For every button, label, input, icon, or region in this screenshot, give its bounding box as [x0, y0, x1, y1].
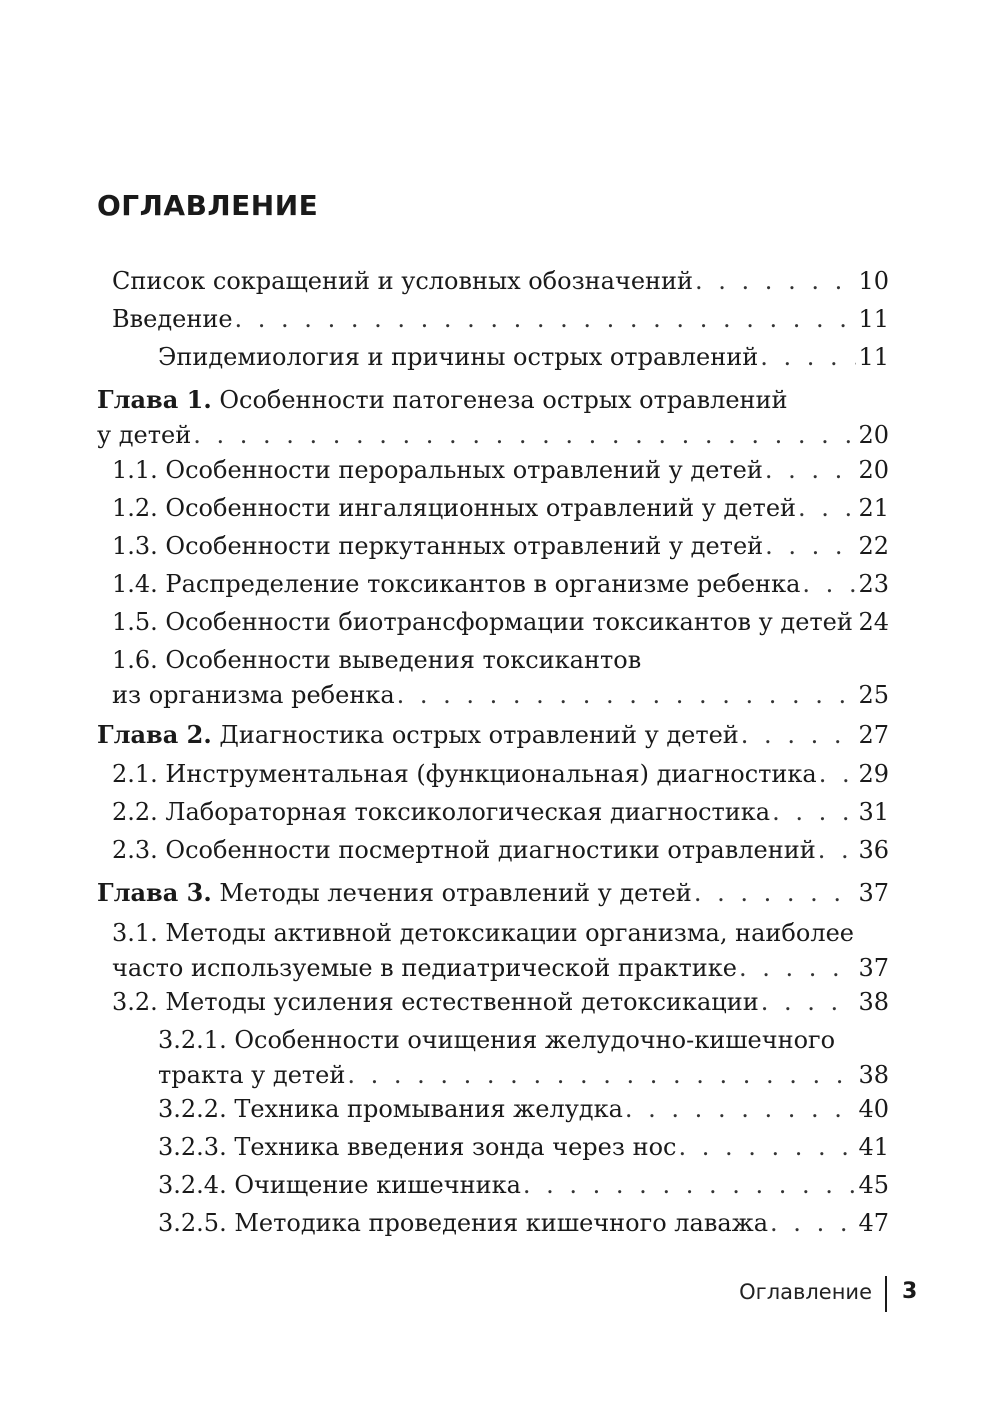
- toc-section-3-1[interactable]: [112, 917, 889, 987]
- dot-leader: [739, 949, 856, 987]
- page-number: 3: [902, 1279, 918, 1304]
- toc-entry-text: 1.5. Особенности биотрансформации токсикантов у детей: [112, 608, 853, 636]
- dot-leader: [798, 489, 856, 527]
- dot-leader: [741, 716, 857, 754]
- dot-leader: [765, 451, 857, 489]
- dot-leader: [695, 262, 856, 300]
- toc-page-number: 29: [858, 760, 889, 788]
- toc-page-number: 36: [858, 836, 889, 864]
- toc-entry-text: 3.2.2. Техника промывания желудка: [158, 1095, 623, 1123]
- toc-page-number: 47: [858, 1209, 889, 1237]
- dot-leader: [397, 676, 857, 714]
- dot-leader: [694, 874, 857, 912]
- toc-page-number: 40: [858, 1095, 889, 1123]
- dot-leader: [855, 603, 857, 641]
- toc-page-number: 38: [858, 988, 889, 1016]
- toc-entry-text: 1.4. Распределение токсикантов в организме ребенка: [112, 570, 801, 598]
- toc-entry-text: 1.1. Особенности пероральных отравлений у детей: [112, 456, 763, 484]
- toc-page-number: 24: [858, 608, 889, 636]
- toc-entry-text: Список сокращений и условных обозначений: [112, 267, 694, 295]
- toc-page-number: 38: [858, 1061, 889, 1089]
- chapter-label: Глава 2.: [97, 720, 212, 749]
- toc-entry-text-continued: у детей: [97, 421, 192, 449]
- toc-entry-epidemiology[interactable]: [158, 338, 889, 376]
- page-footer: [0, 1276, 1000, 1312]
- toc-entry-text-continued: тракта у детей: [158, 1061, 346, 1089]
- toc-section-1-3[interactable]: [112, 527, 889, 565]
- toc-entry-text: 3.2.4. Очищение кишечника: [158, 1171, 521, 1199]
- toc-subsection-3-2-1[interactable]: [158, 1024, 889, 1094]
- dot-leader: [818, 831, 857, 869]
- dot-leader: [347, 1056, 856, 1094]
- dot-leader: [802, 565, 856, 603]
- toc-chapter-3[interactable]: [97, 874, 889, 912]
- toc-page-number: 25: [858, 681, 889, 709]
- toc-page-number: 21: [858, 494, 889, 522]
- toc-page-number: 37: [858, 954, 889, 982]
- toc-section-1-4[interactable]: [112, 565, 889, 603]
- toc-chapter-1[interactable]: [97, 384, 889, 454]
- toc-entry-text: Особенности патогенеза острых отравлений: [219, 386, 788, 414]
- toc-page-number: 37: [858, 879, 889, 907]
- toc-entry-text: Введение: [112, 305, 233, 333]
- dot-leader: [765, 527, 856, 565]
- toc-page-number: 22: [858, 532, 889, 560]
- chapter-label: Глава 3.: [97, 878, 212, 907]
- toc-subsection-3-2-5[interactable]: [158, 1204, 889, 1242]
- toc-subsection-3-2-2[interactable]: [158, 1090, 889, 1128]
- toc-entry-text: 3.2. Методы усиления естественной детоксикации: [112, 988, 759, 1016]
- toc-section-1-5[interactable]: [112, 603, 889, 641]
- dot-leader: [770, 1204, 856, 1242]
- toc-page-number: 20: [858, 456, 889, 484]
- toc-entry-text: 3.1. Методы активной детоксикации организма, наиболее: [112, 919, 854, 947]
- toc-entry-text: 1.2. Особенности ингаляционных отравлений у детей: [112, 494, 797, 522]
- toc-page-number: 31: [858, 798, 889, 826]
- toc-entry-text: 1.3. Особенности перкутанных отравлений у детей: [112, 532, 764, 560]
- toc-page-number: 11: [858, 305, 889, 333]
- toc-section-1-6[interactable]: [112, 644, 889, 714]
- footer-divider: [885, 1276, 887, 1312]
- toc-page-number: 10: [858, 267, 889, 295]
- dot-leader: [625, 1090, 857, 1128]
- toc-entry-text: 3.2.3. Техника введения зонда через нос: [158, 1133, 677, 1161]
- toc-entry-text: Методы лечения отравлений у детей: [219, 879, 692, 907]
- dot-leader: [761, 983, 857, 1021]
- toc-entry-introduction[interactable]: [112, 300, 889, 338]
- toc-entry-text-continued: из организма ребенка: [112, 681, 395, 709]
- toc-entry-text-continued: часто используемые в педиатрической практике: [112, 954, 737, 982]
- toc-entry-abbreviations[interactable]: [112, 262, 889, 300]
- chapter-label: Глава 1.: [97, 385, 212, 414]
- toc-subsection-3-2-3[interactable]: [158, 1128, 889, 1166]
- toc-entry-text: 2.2. Лабораторная токсикологическая диагностика: [112, 798, 771, 826]
- toc-entry-text: 1.6. Особенности выведения токсикантов: [112, 646, 642, 674]
- toc-chapter-2[interactable]: [97, 716, 889, 754]
- dot-leader: [193, 416, 856, 454]
- dot-leader: [678, 1128, 856, 1166]
- running-footer-section: Оглавление: [739, 1280, 872, 1304]
- toc-section-2-1[interactable]: [112, 755, 889, 793]
- toc-page-number: 23: [858, 570, 889, 598]
- toc-entry-text: 3.2.1. Особенности очищения желудочно-кишечного: [158, 1026, 836, 1054]
- toc-page-number: 11: [858, 343, 889, 371]
- toc-entry-text: Диагностика острых отравлений у детей: [219, 721, 739, 749]
- dot-leader: [819, 755, 857, 793]
- toc-entry-text: 2.1. Инструментальная (функциональная) диагностика: [112, 760, 817, 788]
- toc-entry-text: Эпидемиология и причины острых отравлений: [158, 343, 759, 371]
- toc-page-number: 20: [858, 421, 889, 449]
- toc-entry-text: 2.3. Особенности посмертной диагностики отравлений: [112, 836, 816, 864]
- dot-leader: [760, 338, 856, 376]
- toc-section-2-3[interactable]: [112, 831, 889, 869]
- page-title: ОГЛАВЛЕНИЕ: [97, 189, 319, 222]
- toc-section-1-2[interactable]: [112, 489, 889, 527]
- dot-leader: [235, 300, 857, 338]
- toc-subsection-3-2-4[interactable]: [158, 1166, 889, 1204]
- dot-leader: [523, 1166, 857, 1204]
- toc-page-number: 27: [858, 721, 889, 749]
- dot-leader: [772, 793, 856, 831]
- toc-entry-text: 3.2.5. Методика проведения кишечного лаважа: [158, 1209, 769, 1237]
- toc-section-1-1[interactable]: [112, 451, 889, 489]
- toc-section-3-2[interactable]: [112, 983, 889, 1021]
- toc-section-2-2[interactable]: [112, 793, 889, 831]
- toc-page-number: 41: [858, 1133, 889, 1161]
- toc-page-number: 45: [858, 1171, 889, 1199]
